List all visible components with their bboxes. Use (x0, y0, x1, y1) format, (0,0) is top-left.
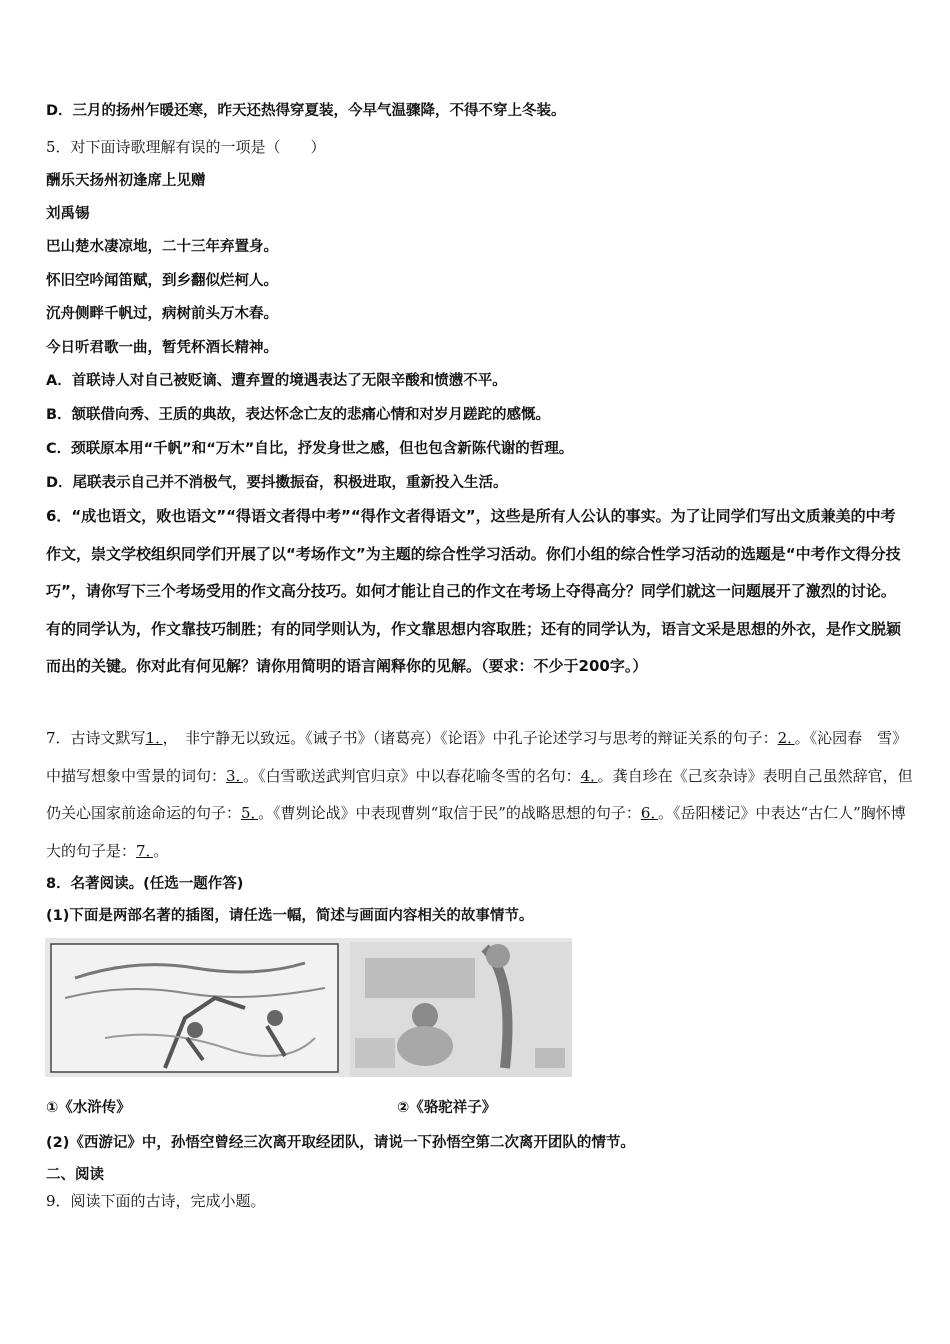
option-a: A．首联诗人对自己被贬谪、遭弃置的境遇表达了无限辛酸和愤懑不平。 (46, 373, 507, 389)
shuihu-illustration (51, 944, 338, 1072)
illustration-images (45, 938, 572, 1077)
poem-title: 酬乐天扬州初逢席上见赠 (46, 172, 206, 189)
blank-2[interactable]: 2． (777, 729, 795, 747)
poem-line: 沉舟侧畔千帆过，病树前头万木春。 (46, 305, 278, 322)
blank-1[interactable]: 1． (145, 729, 163, 747)
option-d-previous: D．三月的扬州乍暖还寒，昨天还热得穿夏装，今早气温骤降，不得不穿上冬装。 (46, 103, 566, 119)
section-reading: 二、阅读 (46, 1167, 104, 1183)
blank-4[interactable]: 4． (580, 766, 598, 785)
illustrations (45, 938, 572, 1077)
poem-line: 今日听君歌一曲，暂凭杯酒长精神。 (46, 339, 278, 356)
poem-author: 刘禹锡 (46, 205, 90, 222)
blank-6[interactable]: 6． (640, 804, 658, 822)
question-6: 6．“成也语文，败也语文”“得语文者得中考”“得作文者得语文”，这些是所有人公认的事实。为了让同学们写出文质兼美的中考作文，崇文学校组织同学们开展了以“考场作文”为主题的综合性学习活动。你们小组的综合性学习活动的选题是“中考作文得分技巧”，请你写下三个考场受用的作文高分技巧。如何才能让自己的作文在考场上夺得高分？同学们就这一问题展开了激烈的讨论。有的同学认为，作文靠技巧制胜；有的同学则认为，作文靠思想内容取胜；还有的同学认为，语言文采是思想的外衣，是作文脱颖而出的关键。你对此有何见解？请你用简明的语言阐释你的见解。（要求：不少于200字。） (46, 507, 902, 675)
caption-luotuo: ②《骆驼祥子》 (397, 1100, 497, 1116)
option-c: C．颈联原本用“千帆”和“万木”自比，抒发身世之感，但也包含新陈代谢的哲理。 (46, 441, 574, 457)
question-9: 9．阅读下面的古诗，完成小题。 (46, 1192, 266, 1210)
caption-shuihu: ①《水浒传》 (46, 1100, 131, 1116)
poem-line: 巴山楚水凄凉地，二十三年弃置身。 (46, 238, 278, 255)
question-5-stem: 5．对下面诗歌理解有误的一项是（ ） (46, 138, 326, 156)
poem-line: 怀旧空吟闻笛赋，到乡翻似烂柯人。 (46, 272, 278, 289)
question-7: 7．古诗文默写1．， 非宁静无以致远。《诫子书》（诸葛亮）《论语》中孔子论述学习与思考的辩证关系的句子：2．。《沁园春 雪》中描写想象中雪景的词句：3．。《白雪歌送武判官归京》中以春花喻冬雪的名句：4．。龚自珍在《己亥杂诗》表明自己虽然辞官，但仍关心国家前途命运的句子：5．。《曹刿论战》中表现曹刿“取信于民”的战略思想的句子：6．。《岳阳楼记》中表达“古仁人”胸怀博大的句子是：7．。 (46, 729, 913, 860)
question-8-sub2: (2)《西游记》中，孙悟空曾经三次离开取经团队，请说一下孙悟空第二次离开团队的情节。 (46, 1135, 635, 1151)
question-8-sub1: (1)下面是两部名著的插图，请任选一幅，简述与画面内容相关的故事情节。 (46, 908, 534, 924)
question-8-stem: 8．名著阅读。(任选一题作答) (46, 876, 244, 892)
option-b: B．颔联借向秀、王质的典故，表达怀念亡友的悲痛心情和对岁月蹉跎的感慨。 (46, 407, 551, 423)
option-d: D．尾联表示自己并不消极气，要抖擞振奋，积极进取，重新投入生活。 (46, 475, 508, 491)
blank-3[interactable]: 3． (226, 766, 244, 785)
blank-7[interactable]: 7． (136, 841, 154, 860)
blank-5[interactable]: 5． (241, 804, 259, 822)
